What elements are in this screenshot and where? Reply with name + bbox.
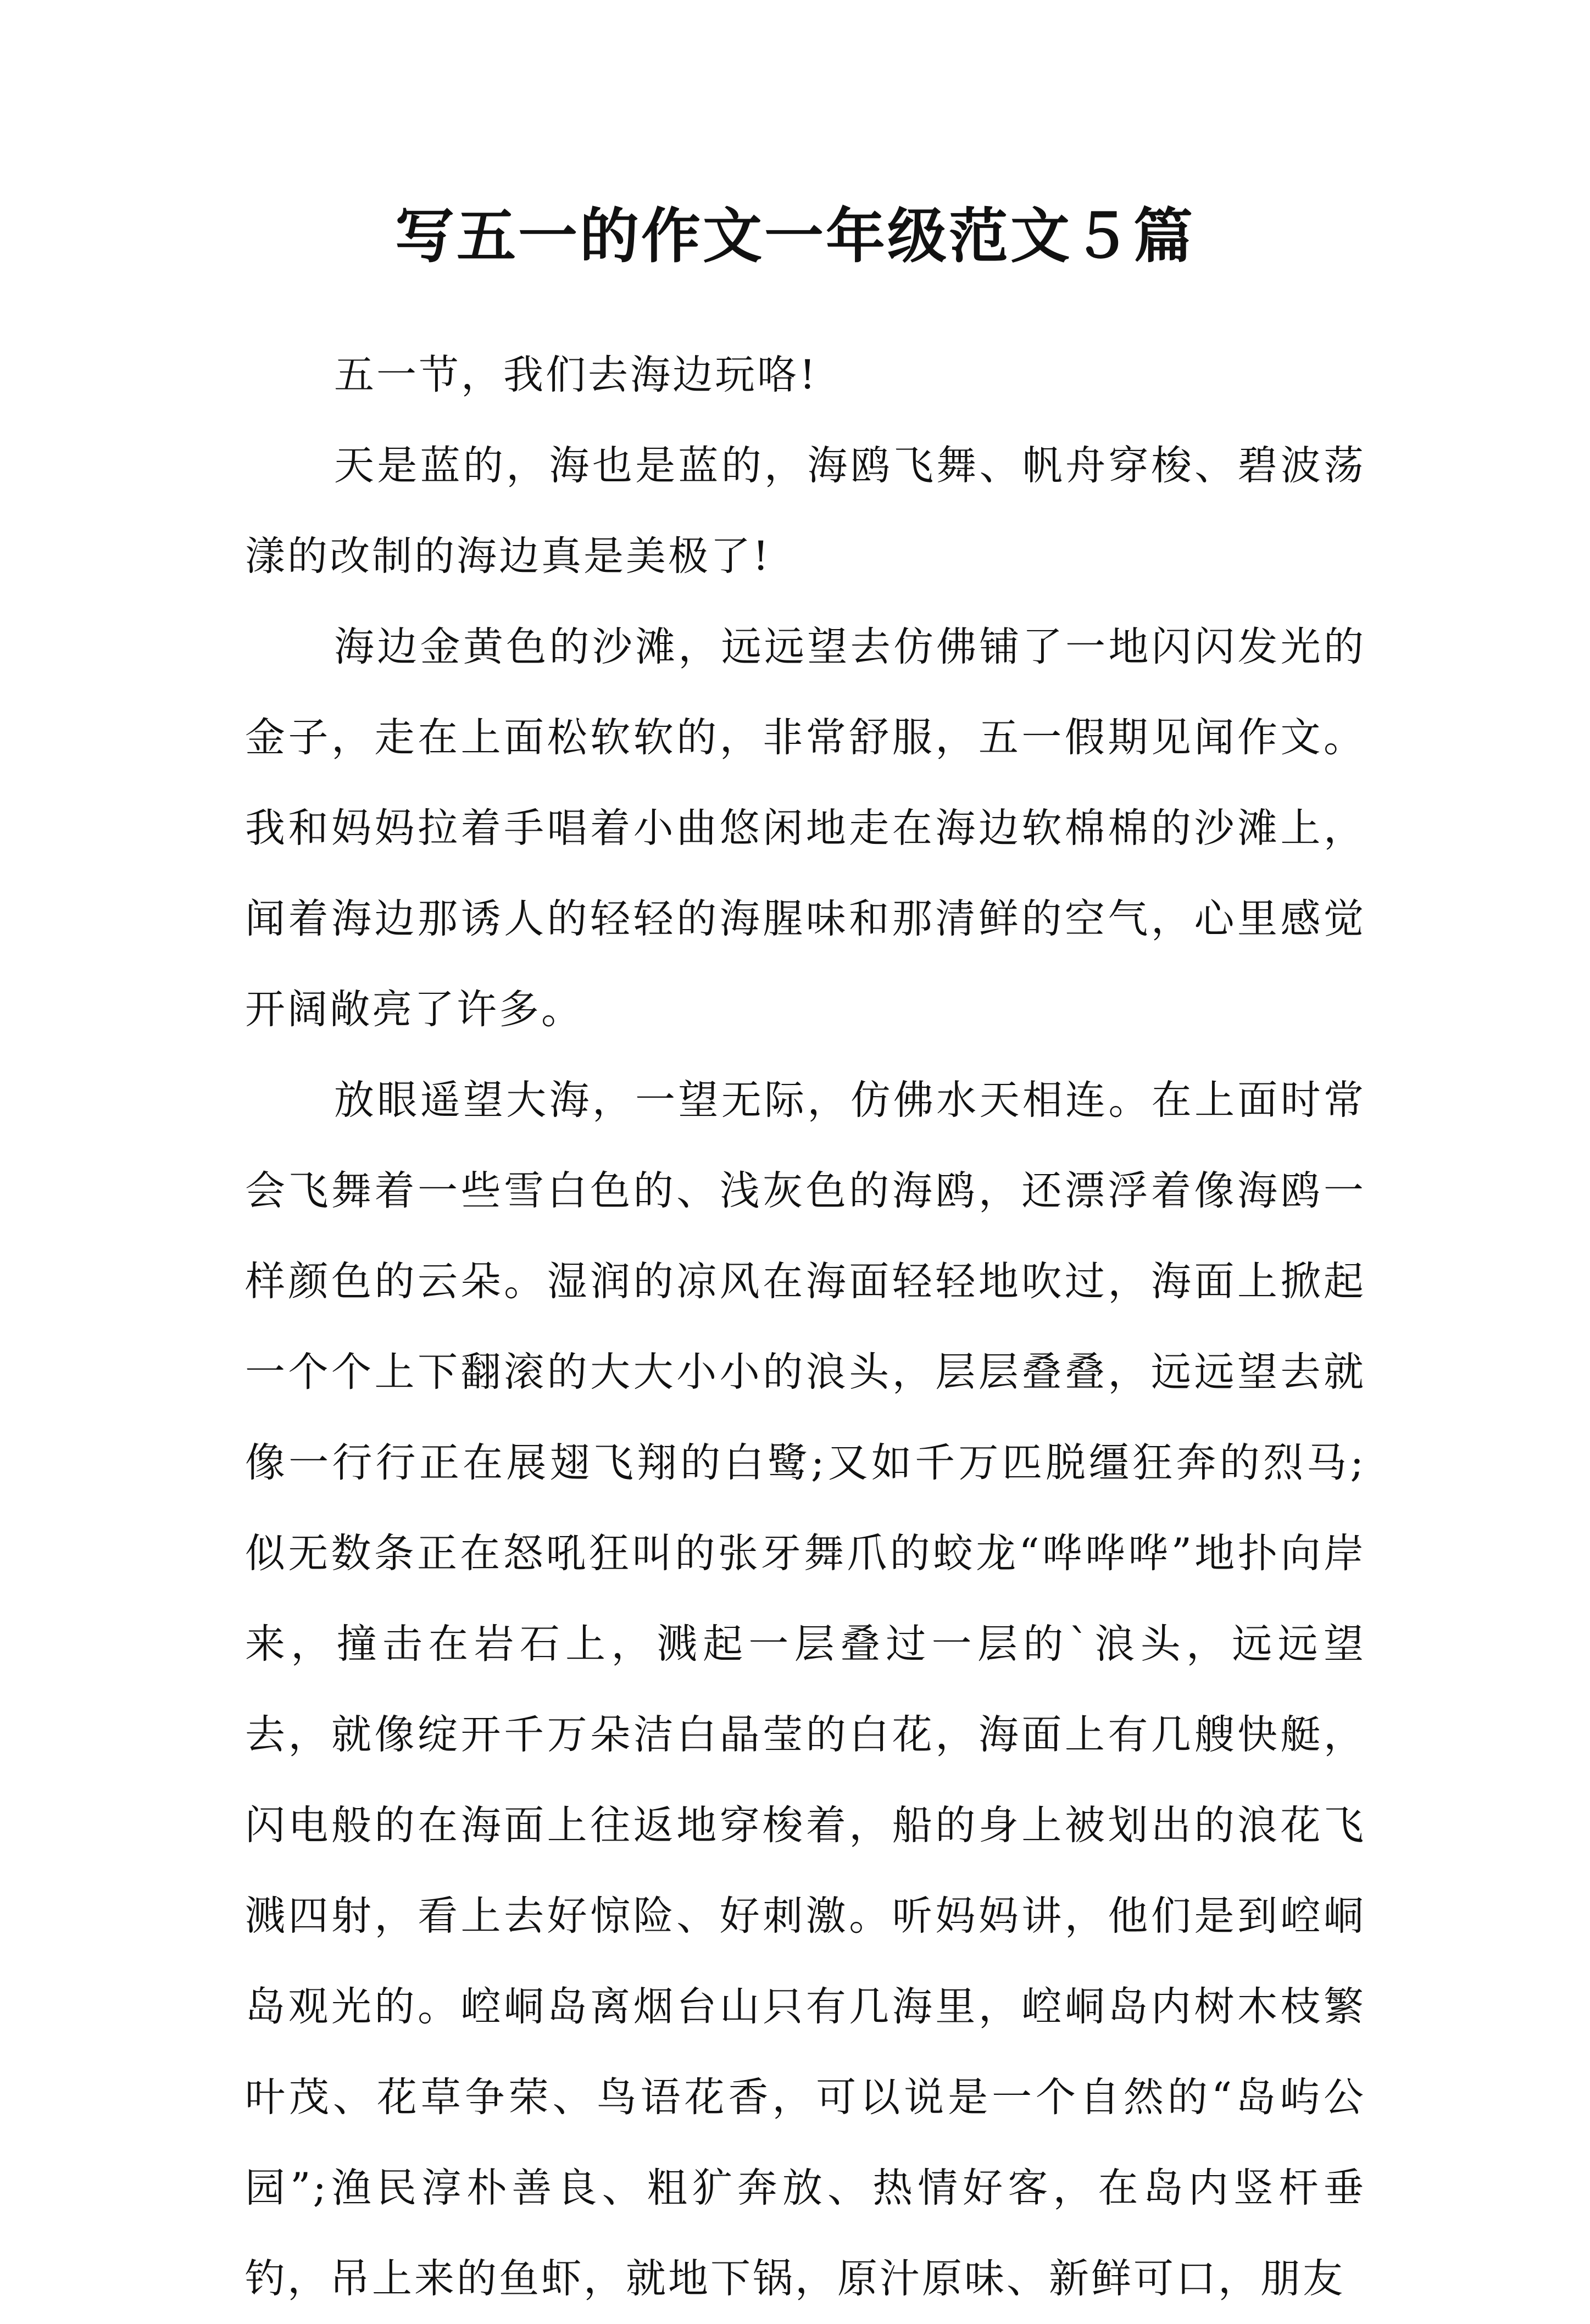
paragraph-4: 放眼遥望大海，一望无际，仿佛水天相连。在上面时常会飞舞着一些雪白色的、浅灰色的海鸥，还漂浮着像海鸥一样颜色的云朵。湿润的凉风在海面轻轻地吹过，海面上掀起一个个上下翻滚的大大小小的浪头，层层叠叠，远远望去就像一行行正在展翅飞翔的白鹭;又如千万匹脱缰狂奔的烈马;似无数条正在怒吼狂叫的张牙舞爪的蛟龙“哗哗哗”地扑向岸来，撞击在岩石上，溅起一层叠过一层的`浪头，远远望去，就像绽开千万朵洁白晶莹的白花，海面上有几艘快艇，闪电般的在海面上往返地穿梭着，船的身上被划出的浪花飞溅四射，看上去好惊险、好刺激。听妈妈讲，他们是到崆峒岛观光的。崆峒岛离烟台山只有几海里，崆峒岛内树木枝繁叶茂、花草争荣、鸟语花香，可以说是一个自然的“岛屿公园”;渔民淳朴善良、粗犷奔放、热情好客，在岛内竖杆垂钓，吊上来的鱼虾，就地下锅，原汁原味、新鲜可口，朋友 — [245, 1077, 1366, 2302]
document-body — [245, 330, 1366, 2324]
paragraph-2: 天是蓝的，海也是蓝的，海鸥飞舞、帆舟穿梭、碧波荡漾的改制的海边真是美极了! — [245, 442, 1366, 580]
paragraph-1: 五一节，我们去海边玩咯! — [334, 352, 818, 398]
paragraph-3: 海边金黄色的沙滩，远远望去仿佛铺了一地闪闪发光的金子，走在上面松软软的，非常舒服，五一假期见闻作文。我和妈妈拉着手唱着小曲悠闲地走在海边软棉棉的沙滩上，闻着海边那诱人的轻轻的海腥味和那清鲜的空气，心里感觉开阔敞亮了许多。 — [245, 624, 1366, 1033]
document-title: 写五一的作文一年级范文５篇 — [394, 202, 1195, 271]
